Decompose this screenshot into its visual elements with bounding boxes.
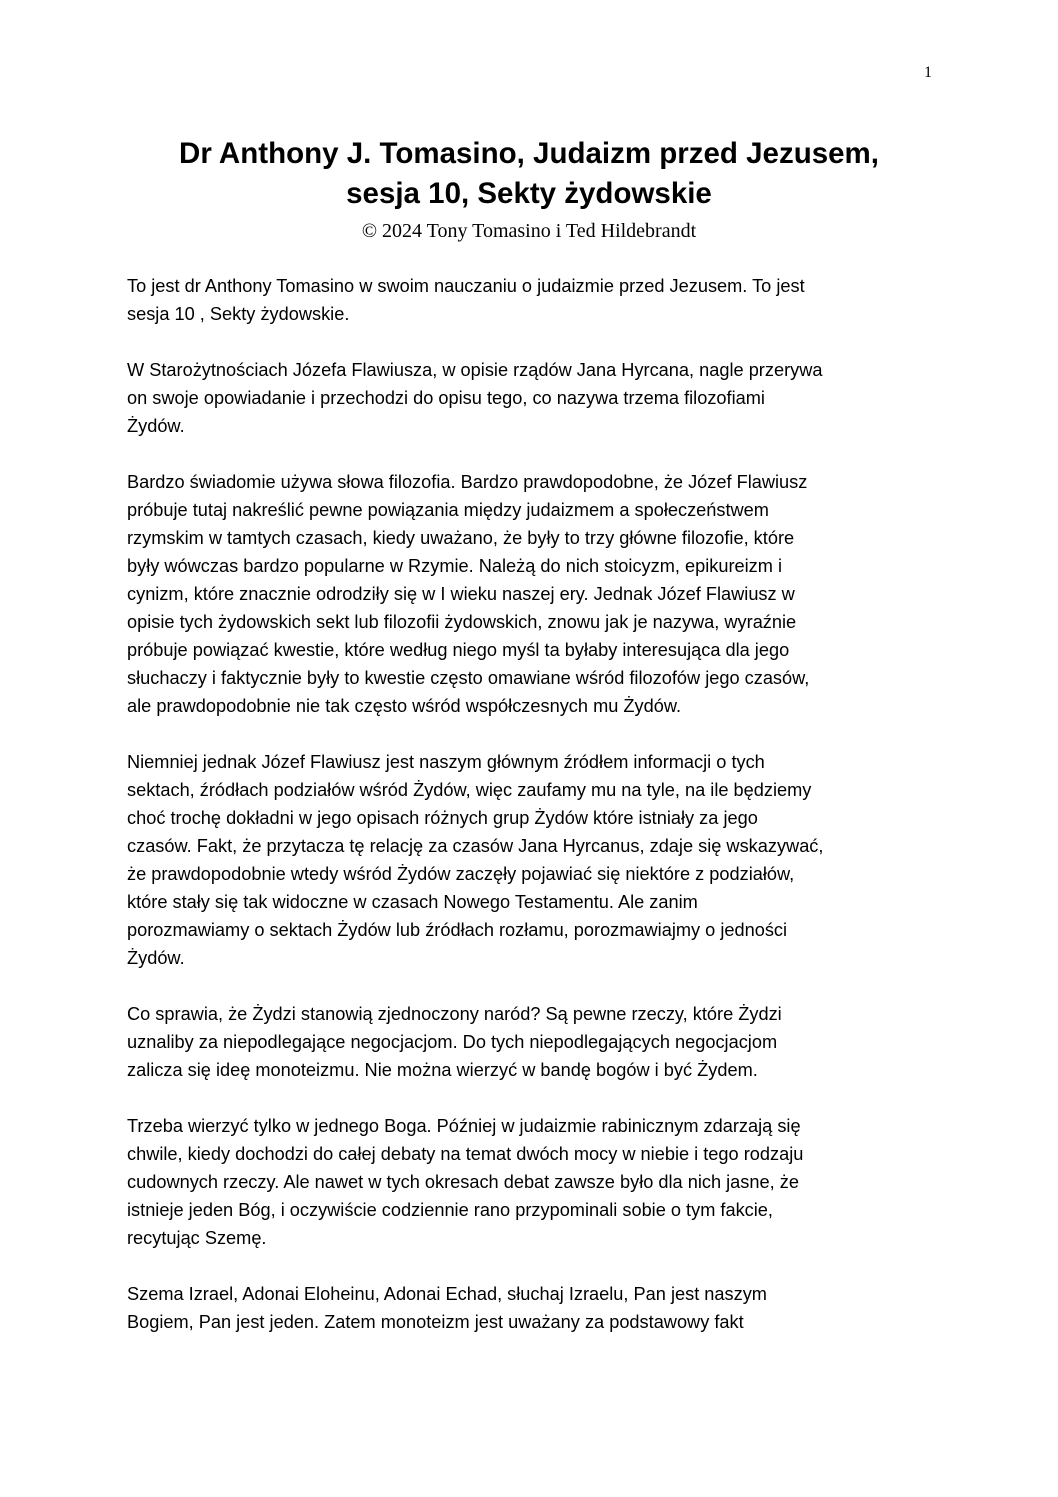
text-line: W Starożytnościach Józefa Flawiusza, w opisie rządów Jana Hyrcana, nagle przerywa [127,360,823,380]
text-line: Trzeba wierzyć tylko w jednego Boga. Później w judaizmie rabinicznym zdarzają się [127,1116,801,1136]
text-line: Szema Izrael, Adonai Eloheinu, Adonai Echad, słuchaj Izraelu, Pan jest naszym [127,1284,767,1304]
page-number: 1 [924,64,932,81]
text-line: które stały się tak widoczne w czasach Nowego Testamentu. Ale zanim [127,892,698,912]
text-line: uznaliby za niepodlegające negocjacjom. Do tych niepodlegających negocjacjom [127,1032,778,1052]
paragraph [127,748,927,972]
text-line: sesja 10 , Sekty żydowskie. [127,304,350,324]
paragraph [127,1000,927,1084]
text-line: Żydów. [127,416,185,436]
text-line: ale prawdopodobnie nie tak często wśród współczesnych mu Żydów. [127,696,681,716]
text-line: Żydów. [127,948,185,968]
document-body [127,272,927,1364]
text-line: że prawdopodobnie wtedy wśród Żydów zaczęły pojawiać się niektóre z podziałów, [127,864,795,884]
text-line: istnieje jeden Bóg, i oczywiście codziennie rano przypominali sobie o tym fakcie, [127,1200,773,1220]
text-line: rzymskim w tamtych czasach, kiedy uważano, że były to trzy główne filozofie, które [127,528,795,548]
text-line: sektach, źródłach podziałów wśród Żydów, więc zaufamy mu na tyle, na ile będziemy [127,780,812,800]
text-line: To jest dr Anthony Tomasino w swoim nauczaniu o judaizmie przed Jezusem. To jest [127,276,805,296]
text-line: cynizm, które znacznie odrodziły się w I wieku naszej ery. Jednak Józef Flawiusz w [127,584,795,604]
title-line: sesja 10, Sekty żydowskie [346,177,712,210]
text-line: recytując Szemę. [127,1228,267,1248]
document-title [0,134,1058,214]
paragraph [127,356,927,440]
text-line: zalicza się ideę monoteizmu. Nie można wierzyć w bandę bogów i być Żydem. [127,1060,758,1080]
text-line: choć trochę dokładni w jego opisach różnych grup Żydów które istniały za jego [127,808,758,828]
text-line: on swoje opowiadanie i przechodzi do opisu tego, co nazywa trzema filozofiami [127,388,765,408]
paragraph [127,1280,927,1336]
text-line: były wówczas bardzo popularne w Rzymie. Należą do nich stoicyzm, epikureizm i [127,556,783,576]
copyright-notice: © 2024 Tony Tomasino i Ted Hildebrandt [361,220,697,242]
text-line: Bogiem, Pan jest jeden. Zatem monoteizm jest uważany za podstawowy fakt [127,1312,744,1332]
text-line: próbuje powiązać kwestie, które według niego myśl ta byłaby interesująca dla jego [127,640,790,660]
text-line: Niemniej jednak Józef Flawiusz jest naszym głównym źródłem informacji o tych [127,752,765,772]
paragraph [127,468,927,720]
text-line: cudownych rzeczy. Ale nawet w tych okresach debat zawsze było dla nich jasne, że [127,1172,799,1192]
text-line: słuchaczy i faktycznie były to kwestie często omawiane wśród filozofów jego czasów, [127,668,810,688]
text-line: opisie tych żydowskich sekt lub filozofii żydowskich, znowu jak je nazywa, wyraźnie [127,612,797,632]
text-line: próbuje tutaj nakreślić pewne powiązania między judaizmem a społeczeństwem [127,500,769,520]
text-line: Bardzo świadomie używa słowa filozofia. Bardzo prawdopodobne, że Józef Flawiusz [127,472,808,492]
text-line: chwile, kiedy dochodzi do całej debaty na temat dwóch mocy w niebie i tego rodzaju [127,1144,804,1164]
title-line: Dr Anthony J. Tomasino, Judaizm przed Jezusem, [179,137,879,170]
text-line: Co sprawia, że Żydzi stanowią zjednoczony naród? Są pewne rzeczy, które Żydzi [127,1004,782,1024]
paragraph [127,272,927,328]
text-line: porozmawiamy o sektach Żydów lub źródłach rozłamu, porozmawiajmy o jedności [127,920,788,940]
text-line: czasów. Fakt, że przytacza tę relację za czasów Jana Hyrcanus, zdaje się wskazywać, [127,836,824,856]
paragraph [127,1112,927,1252]
